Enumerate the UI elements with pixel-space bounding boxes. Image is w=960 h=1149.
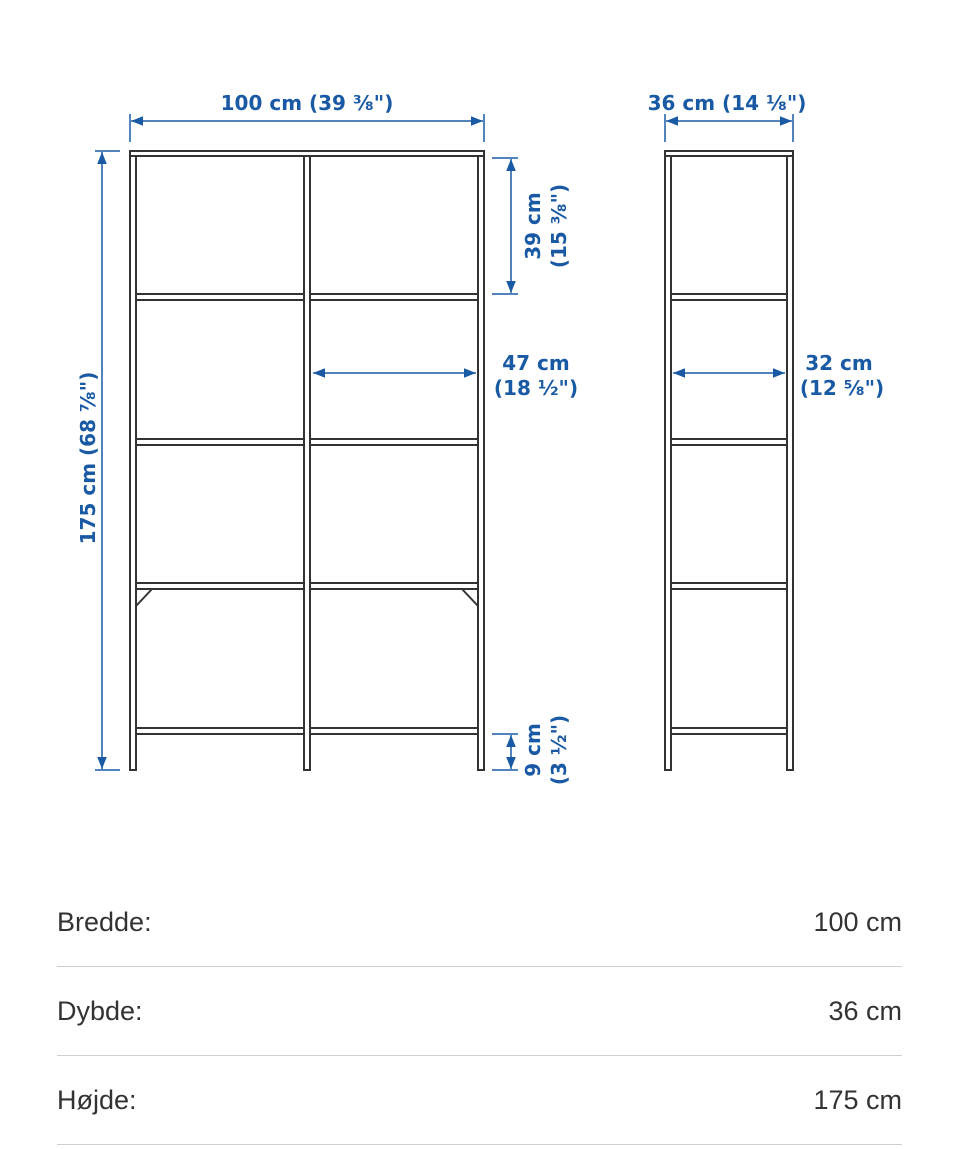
front-shelf-1	[136, 294, 304, 300]
front-shelf-1b	[310, 294, 478, 300]
spec-value: 36 cm	[828, 995, 902, 1026]
front-shelf-3	[136, 583, 304, 589]
front-view-shelf	[130, 151, 484, 770]
inner-depth-label-1: 32 cm	[805, 351, 873, 375]
side-post-left	[665, 156, 671, 770]
shelf-gap-label-2: (15 ³⁄₈")	[547, 183, 571, 269]
front-shelf-2	[136, 439, 304, 445]
spec-value: 175 cm	[813, 1084, 902, 1115]
spec-row-height	[57, 1056, 902, 1145]
front-post-right	[478, 156, 484, 770]
side-top	[665, 151, 793, 156]
front-shelf-3b	[310, 583, 478, 589]
spec-label: Bredde:	[57, 906, 152, 937]
front-width-label: 100 cm (39 ³⁄₈")	[220, 91, 394, 115]
side-shelf-3	[671, 583, 787, 589]
dimension-spec-list	[57, 878, 902, 1145]
front-brace-left	[136, 589, 152, 606]
bottom-gap-label-2: (3 ½")	[547, 714, 571, 786]
side-view-shelf	[665, 151, 793, 770]
side-post-right	[787, 156, 793, 770]
spec-row-width	[57, 878, 902, 967]
side-shelf-4	[671, 728, 787, 734]
front-height-label: 175 cm (68 ⁷⁄₈")	[76, 371, 100, 545]
inner-width-label-1: 47 cm	[502, 351, 570, 375]
spec-label: Højde:	[57, 1084, 137, 1115]
spec-value: 100 cm	[813, 906, 902, 937]
front-post-middle	[304, 156, 310, 770]
front-shelf-2b	[310, 439, 478, 445]
front-post-left	[130, 156, 136, 770]
inner-depth-label-2: (12 ⁵⁄₈")	[799, 376, 885, 400]
side-shelf-1	[671, 294, 787, 300]
front-shelf-4	[136, 728, 304, 734]
dimension-lines	[95, 114, 793, 770]
spec-label: Dybde:	[57, 995, 143, 1026]
side-shelf-2	[671, 439, 787, 445]
inner-width-label-2: (18 ½")	[493, 376, 579, 400]
spec-row-depth	[57, 967, 902, 1056]
side-depth-label: 36 cm (14 ¹⁄₈")	[647, 91, 807, 115]
bottom-gap-label-1: 9 cm	[521, 723, 545, 777]
front-brace-right	[462, 589, 478, 606]
shelf-gap-label-1: 39 cm	[521, 192, 545, 260]
front-shelf-4b	[310, 728, 478, 734]
